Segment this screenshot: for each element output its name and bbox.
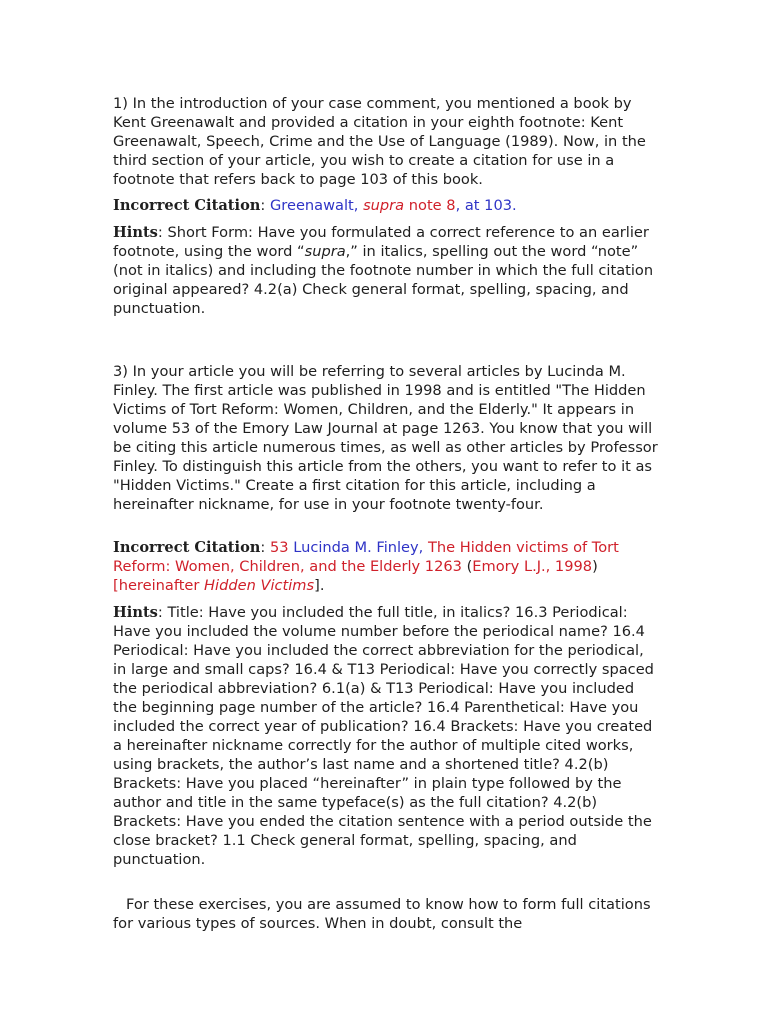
cite-bracket-open: [hereinafter <box>113 577 205 594</box>
closing-paragraph: For these exercises, you are assumed to know how to form full citations for various types of sources. When in doubt, consult the <box>113 896 651 932</box>
cite-bracket-close: ]. <box>314 577 325 594</box>
cite-journal: Emory L.J., 1998 <box>472 558 593 575</box>
cite-author: Greenawalt, <box>269 197 364 214</box>
incorrect-citation-label: Incorrect Citation <box>113 197 261 214</box>
cite-paren-close: ) <box>592 558 598 575</box>
question-1-prompt: 1) In the introduction of your case comment, you mentioned a book by Kent Greenawalt and provided a citation in your eighth footnote: Kent Greenawalt, Speech, Crime and the Use of Language (1989). Now, in the third section of your article, you wish to create a citation for use in a footnote that refers back to page 103 of this book. <box>113 95 646 188</box>
cite-note: note 8 <box>404 197 456 214</box>
colon: : <box>260 197 270 214</box>
hints-text-a: Short Form: Have you formulated a correct reference to an earlier footnote, using the word “ <box>113 224 649 260</box>
cite-author: Lucinda M. Finley, <box>288 539 428 556</box>
cite-volume: 53 <box>269 539 289 556</box>
hints-label: Hints <box>113 224 158 241</box>
question-3-incorrect-citation <box>113 538 658 595</box>
hints-text-b: ,” in italics, spelling out the word “note” (not in italics) and including the footnote number in which the full citation original appeared? 4.2(a) Check general format, spelling, spacing, and punctuation. <box>113 243 654 317</box>
hints-supra: supra <box>304 243 346 260</box>
cite-paren-open: ( <box>461 558 473 575</box>
cite-title: The Hidden victims of Tort Reform: Women, Children, and the Elderly 1263 <box>113 539 619 575</box>
cite-page: , at 103. <box>455 197 517 214</box>
question-1-hints <box>113 223 658 318</box>
question-1-incorrect-citation <box>113 196 658 215</box>
hints-colon: : <box>157 224 163 241</box>
colon: : <box>260 539 270 556</box>
hints-colon: : <box>157 604 163 621</box>
cite-supra: supra <box>363 197 405 214</box>
hints-label: Hints <box>113 604 158 621</box>
question-3-hints <box>113 603 658 869</box>
hints-text: Title: Have you included the full title, in italics? 16.3 Periodical: Have you included the volume number before the periodical name? 16.4 Periodical: Have you included the correct abbreviation for the periodical, in large and small caps? 16.4 & T13 Periodical: Have you correctly spaced the periodical abbreviation? 6.1(a) & T13 Periodical: Have you included the beginning page number of the article? 16.4 Parenthetical: Have you included the correct year of publication? 16.4 Brackets: Have you created a hereinafter nickname correctly for the author of multiple cited works, using brackets, the author’s last name and a shortened title? 4.2(b) Brackets: Have you placed “hereinafter” in plain type followed by the author and title in the same typeface(s) as the full citation? 4.2(b) Brackets: Have you ended the citation sentence with a period outside the close bracket? 1.1 Check general format, spelling, spacing, and punctuation. <box>113 604 654 868</box>
question-3-prompt: 3) In your article you will be referring to several articles by Lucinda M. Finley. The first article was published in 1998 and is entitled "The Hidden Victims of Tort Reform: Women, Children, and the Elderly." It appears in volume 53 of the Emory Law Journal at page 1263. You know that you will be citing this article numerous times, as well as other articles by Professor Finley. To distinguish this article from the others, you want to refer to it as "Hidden Victims." Create a first citation for this article, including a hereinafter nickname, for use in your footnote twenty-four. <box>113 363 658 513</box>
cite-nickname: Hidden Victims <box>204 577 315 594</box>
incorrect-citation-label: Incorrect Citation <box>113 539 261 556</box>
